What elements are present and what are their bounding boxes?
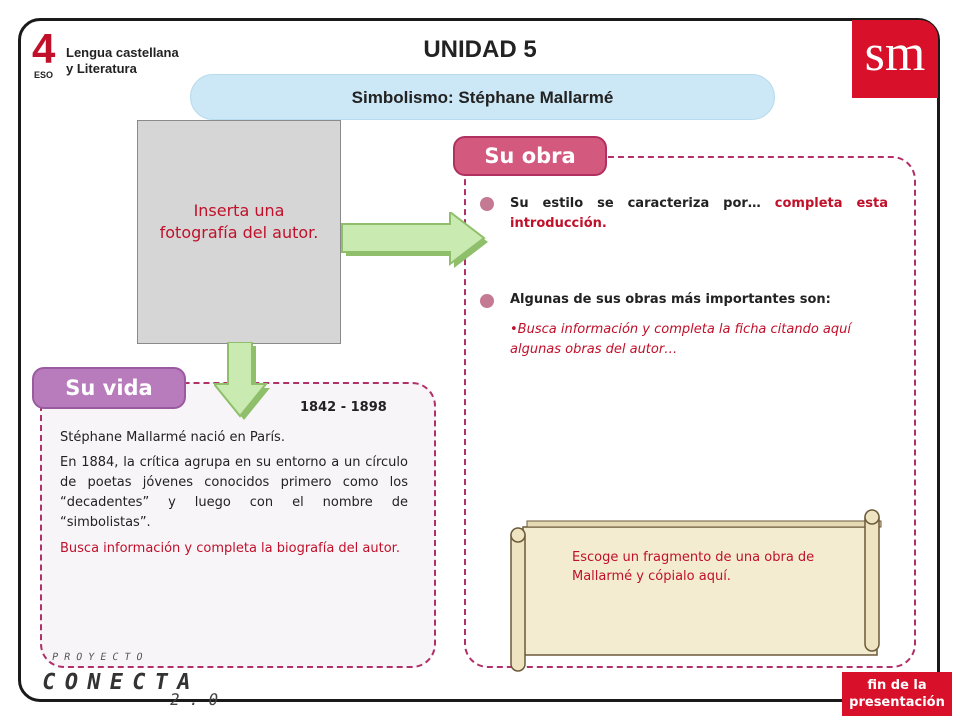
obra-bullet-works[interactable]: Algunas de sus obras más importantes son: bbox=[510, 292, 831, 307]
obra-tag: Su obra bbox=[453, 136, 607, 176]
end-button-line-2: presentación bbox=[849, 695, 945, 710]
vida-paragraph-1[interactable]: Stéphane Mallarmé nació en París. bbox=[60, 430, 285, 445]
obra-bullet-style-prompt: completa esta introducción. bbox=[510, 196, 888, 231]
obra-works-prompt[interactable]: •Busca información y completa la ficha citando aquí algunas obras del autor… bbox=[510, 322, 851, 357]
vida-tag: Su vida bbox=[32, 367, 186, 409]
subject-line-2: y Literatura bbox=[66, 61, 137, 76]
obra-bullet-style[interactable] bbox=[510, 194, 888, 234]
parchment-scroll-icon bbox=[505, 505, 885, 675]
brand-conecta: C O N E C T A bbox=[39, 670, 191, 695]
vida-paragraph-2[interactable]: En 1884, la crítica agrupa en su entorno a un círculo de poetas jóvenes conocidos primero como los “decadentes” y luego con el nombre de “simbolistas”. bbox=[60, 455, 408, 530]
publisher-logo-text: sm bbox=[864, 25, 926, 82]
topic-title: Simbolismo: Stéphane Mallarmé bbox=[351, 88, 614, 107]
grade-number: 4 bbox=[32, 25, 56, 72]
end-presentation-button[interactable] bbox=[842, 672, 952, 716]
life-dates: 1842 - 1898 bbox=[300, 400, 387, 415]
scroll-prompt[interactable]: Escoge un fragmento de una obra de Mallarmé y cópialo aquí. bbox=[572, 550, 815, 584]
unit-title: UNIDAD 5 bbox=[423, 36, 537, 63]
brand-proyecto: P R O Y E C T O bbox=[51, 652, 144, 663]
bullet-dot bbox=[480, 197, 494, 211]
vida-paragraph-3[interactable]: Busca información y completa la biografía del autor. bbox=[60, 541, 400, 556]
arrow-down-icon bbox=[214, 342, 272, 422]
brand-version: 2 . 0 bbox=[168, 690, 220, 709]
bullet-dot bbox=[480, 294, 494, 308]
arrow-right-icon bbox=[340, 212, 490, 268]
obra-bullet-style-text: Su estilo se caracteriza por… bbox=[510, 196, 761, 211]
photo-placeholder-text bbox=[137, 200, 341, 244]
photo-placeholder-line-2: fotografía del autor. bbox=[159, 223, 319, 242]
grade-level: ESO bbox=[34, 70, 54, 80]
photo-placeholder-line-1: Inserta una bbox=[193, 201, 285, 220]
end-button-line-1: fin de la bbox=[867, 678, 927, 693]
subject-line-1: Lengua castellana bbox=[66, 45, 179, 60]
